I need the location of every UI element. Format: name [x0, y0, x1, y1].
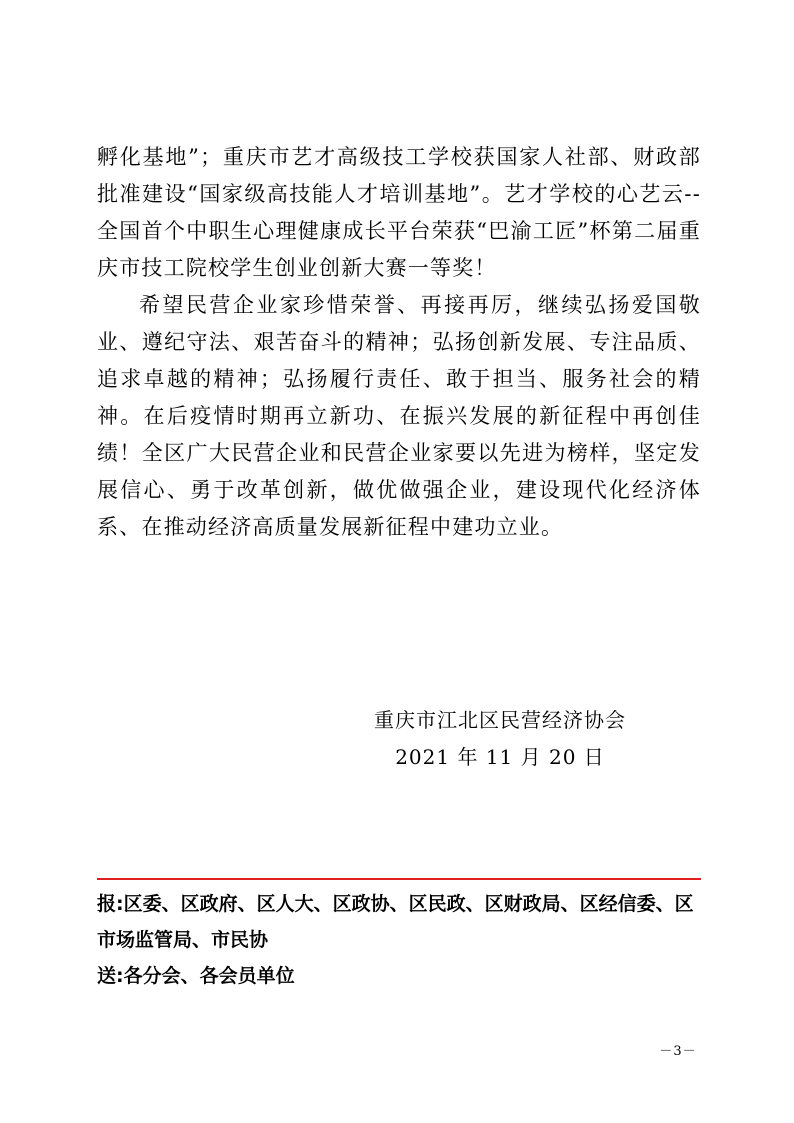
distribution-report-to: 报:区委、区政府、区人大、区政协、区民政、区财政局、区经信委、区市场监管局、市民协	[97, 893, 694, 951]
body-text	[97, 139, 701, 546]
page-number: －3－	[659, 1044, 697, 1059]
paragraph-hope: 希望民营企业家珍惜荣誉、再接再厉，继续弘扬爱国敬业、遵纪守法、艰苦奋斗的精神；弘扬创新发展、专注品质、追求卓越的精神；弘扬履行责任、敢于担当、服务社会的精神。在后疫情时期再立新功、在振兴发展的新征程中再创佳绩！全区广大民营企业和民营企业家要以先进为榜样，坚定发展信心、勇于改革创新，做优做强企业，建设现代化经济体系、在推动经济高质量发展新征程中建功立业。	[97, 293, 701, 539]
paragraph-continued: 孵化基地”；重庆市艺才高级技工学校获国家人社部、财政部批准建设“国家级高技能人才培训基地”。艺才学校的心艺云--全国首个中职生心理健康成长平台荣获“巴渝工匠”杯第二届重庆市技工院校学生创业创新大赛一等奖！	[97, 145, 701, 280]
signature-date: 2021 年 11 月 20 日	[395, 745, 605, 769]
signature-organization: 重庆市江北区民营经济协会	[374, 708, 626, 732]
distribution-send-to: 送:各分会、各会员单位	[97, 965, 295, 987]
red-divider	[97, 878, 701, 880]
